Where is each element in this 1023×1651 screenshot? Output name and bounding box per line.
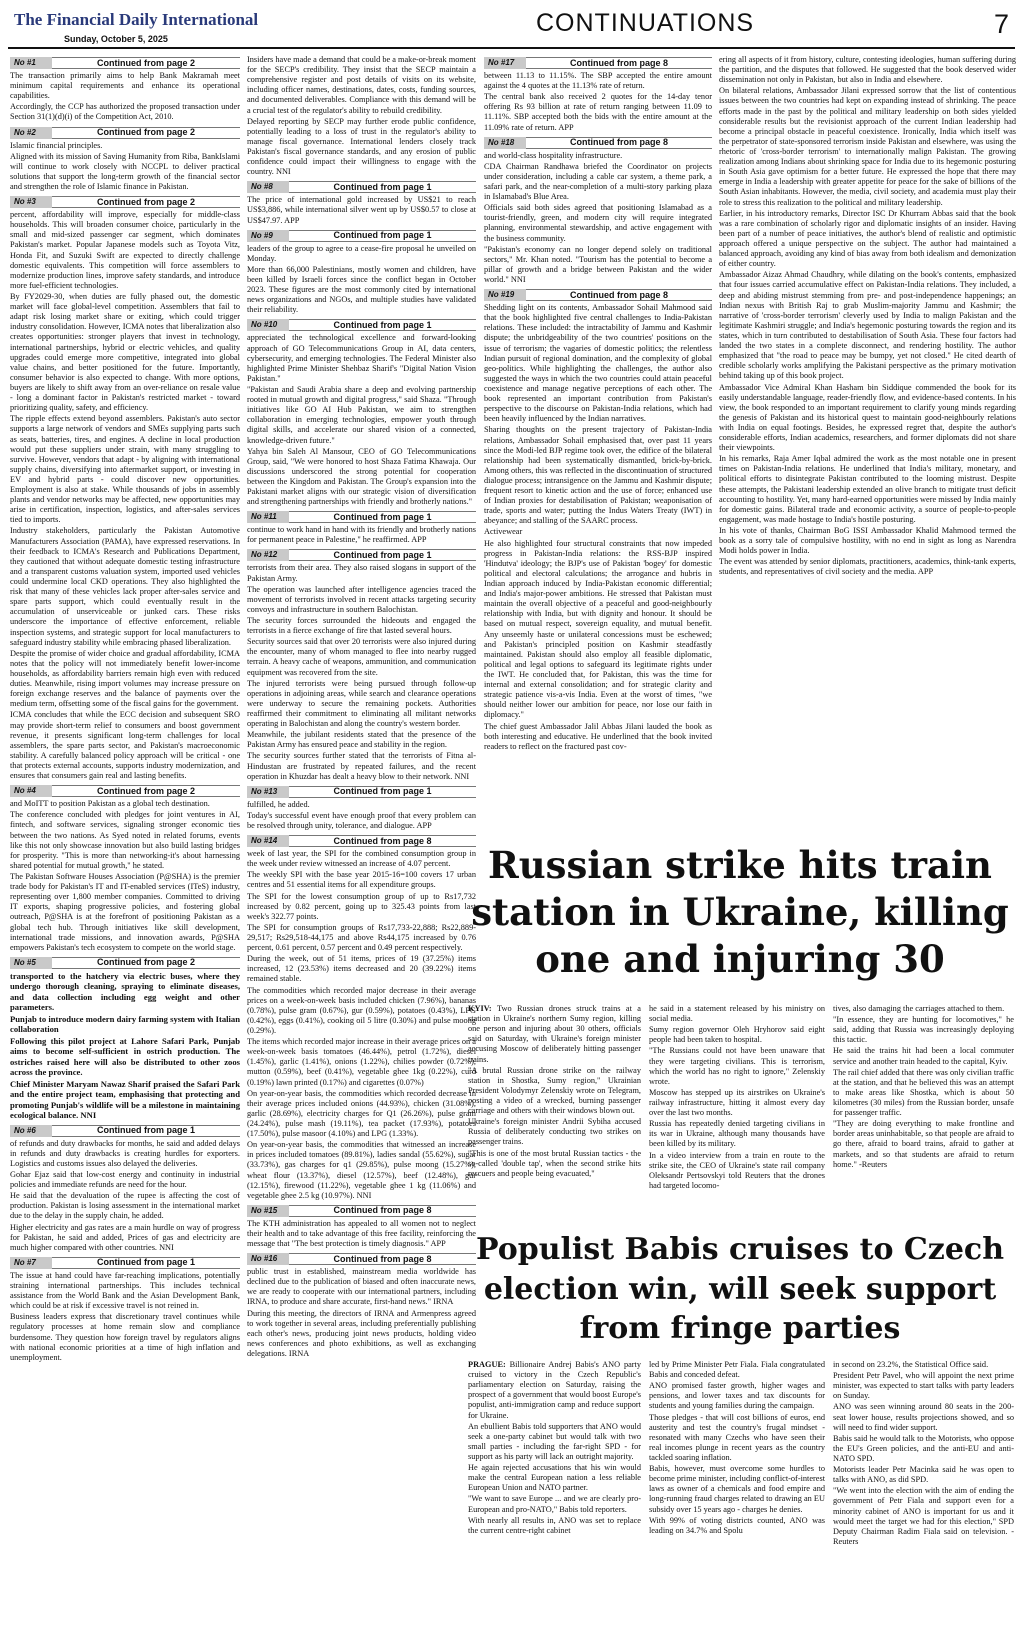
story-text: Babis said he would talk to the Motorists, who oppose the EU's Green policies, and the anti-EU and anti-NATO SPD. (833, 1433, 1014, 1463)
story-text: An ebullient Babis told supporters that ANO would seek a one-party cabinet but would talk with two small parties - including the far-right SPD - for support as his party will lack an outright majority. (468, 1421, 641, 1461)
paragraph: transported to the hatchery via electric buses, where they undergo thorough cleaning, spraying to eliminate diseases, and data collection including egg weight and other parameters. (10, 970, 240, 1013)
story-text: President Petr Pavel, who will appoint the next prime minister, was expected to start talks with party leaders on Sunday. (833, 1371, 1014, 1401)
paragraph: Shedding light on its contents, Ambassador Sohail Mahmood said that the book highlighted five central challenges to India-Pakistan relations. These included: the intractability of Jammu and Kashmir dispute; the unbridgeability of the two countries' positions on the issue of terrorism; the vagaries of domestic politics; the relentless Indian pursuit of regional domination, and the complexity of global geo-politics. While highlighting the challenges, the author also suggested the ways in which the two countries could attain peaceful coexistence and manage negative perceptions of each other. The book represented an important contribution from Pakistan's perspective to the discourse on Pakistan-India relations, which had been heavily influenced by the Indian narratives. (484, 303, 712, 424)
item-number: No #18 (484, 137, 526, 149)
paragraph: The price of international gold increased by US$21 to reach US$3,886, while international silver went up by US$0.57 to close at US$47.97. APP (247, 195, 476, 225)
paragraph: Activewear (484, 527, 523, 537)
story-text: Sumy region governor Oleh Hryhorov said eight people had been taken to hospital. (649, 1025, 825, 1045)
paragraph: On bilateral relations, Ambassador Jilani expressed sorrow that the list of contentious issues between the two countries had kept on expanding instead of shrinking. The peace efforts made in the past by the political and military leadership on both sides yielded considerable results but the revisionist approach of the current Indian leadership had become a principal obstacle in peaceful coexistence. Ironically, India which itself was the perpetrator of state-sponsored terrorism inside Pakistan and elsewhere, was using the rhetoric of 'cross-border terrorism' to internationally malign Pakistan. The growing realization among Indians about shrinking space for India due to its hegemonic posturing in South Asia gave optimism for a better future. He expressed the hope that there may emerge in India a leadership with greater appetite for peace for the sake of billions of the South Asian inhabitants. However, the media, civil society, and academia must play their role to stress this realization to the political and military leadership. (719, 86, 1016, 207)
story-paragraph (649, 1464, 825, 1515)
continuation-item (247, 319, 476, 507)
paragraph: He said that the devaluation of the rupee is affecting the cost of production. Pakistan is losing assessment in the international market due to the delay in the supply chain, he added. (10, 1191, 240, 1221)
story-paragraph (649, 1025, 825, 1045)
story-text: "They are doing everything to make frontline and border areas uninhabitable, so that people are afraid to go there, afraid to board trains, afraid to gather at markets, and so that students are afraid to return home." -Reuters (833, 1119, 1014, 1169)
continuation-item (247, 230, 476, 316)
continuation-column-3 (484, 55, 712, 835)
paragraph: and world-class hospitality infrastructure. (484, 150, 623, 160)
continuation-item (247, 786, 476, 831)
continued-from-label: Continued from page 8 (569, 57, 668, 68)
story-text: The rail chief added that there was only civilian traffic at the station, and that he believed this was an attempt to make areas like Shostka, which is about 50 kilometres (30 miles) from the Russian border, unsafe for passenger traffic. (833, 1067, 1014, 1118)
continuation-tag (10, 785, 240, 797)
continuation-tag (247, 511, 476, 523)
paragraph: During this meeting, the directors of IRNA and Armenpress agreed to work together in several areas, including preferentially publishing each other's news, producing joint news products, holding video news conferences and photo exhibitions, as well as exchanging delegations. IRNA (247, 1308, 476, 1359)
continuation-tag (10, 957, 240, 969)
continued-from-label: Continued from page 1 (96, 1257, 195, 1268)
continuation-column-1 (10, 55, 240, 1645)
story-paragraph (468, 1463, 641, 1493)
story-text: Motorists leader Petr Macinka said he was open to talks with ANO, as did SPD. (833, 1465, 1014, 1485)
story1-column-3 (833, 1004, 1014, 1222)
item-number: No #2 (10, 127, 52, 139)
paragraph: He also highlighted four structural constraints that now impeded progress in Pakistan-India relations: the RSS-BJP inspired 'Hindutva' ideology; the BJP's use of Pakistan 'bogey' for domestic political and electoral calculations; the arrogance and hubris in Indian approach induced by India-Pakistan economic differential; and India's major-power ambitions. He stressed that Pakistan must maintain the overall objective of a peaceful and good-neighbourly relationship with India, but with dignity and honour. It should be based on mutual respect, sovereign equality, and mutual benefit. Any unseemly haste or unilateral concessions must be eschewed; and Pakistan's principled position on Kashmir steadfastly maintained. Pakistan should also employ all feasible diplomatic, political and legal options to safeguard its legitimate rights under the IWT. He concluded that, for Pakistan, this was the time for internal and external consolidation; and for strategic clarity and strategic patience vis-a-vis India. Even at the worst of times, "we should neither lower our ambition for peace, nor lose our faith in diplomacy." (484, 538, 712, 720)
page-number: 7 (993, 9, 1009, 39)
story-text: With 99% of voting districts counted, ANO was leading on 34.7% and Spolu (649, 1515, 825, 1535)
paragraph: Accordingly, the CCP has authorized the proposed transaction under Section 31(1)(d)(i) of the Competition Act, 2010. (10, 102, 240, 122)
story-paragraph (468, 1066, 641, 1117)
continuation-item (484, 137, 712, 285)
story-paragraph (649, 1516, 825, 1536)
story-text: Moscow has stepped up its airstrikes on Ukraine's railway infrastructure, hitting it almost every day over the last two months. (649, 1087, 825, 1118)
continuation-tag (484, 137, 712, 149)
paragraph: The central bank also received 2 quotes for the 14-day tenor offering Rs 93 billion at rate of return ranging between 11.09 to 11.11%. SBP accepted both the bids with the entire amount at the 11.09% rate of return. APP (484, 92, 712, 132)
paragraph: By FY2029-30, when duties are fully phased out, the domestic market will face global-level competition. Assemblers that fail to adapt risk losing market share or exiting, which could trigger industry consolidation. However, ICMA notes that liberalization also creates opportunities: stronger players that invest in technology, international partnerships, hybrid or electric vehicles, and quality upgrades could emerge more competitive, integrated into global value chains, and better positioned for the future. Importantly, consumer behavior is also expected to change. With more options, buyers are likely to shift away from an over-reliance on resale value - long a dominant factor in Pakistan's restricted market - toward prioritizing quality, safety, and efficiency. (10, 291, 240, 413)
paragraph: The transaction primarily aims to help Bank Makramah meet minimum capital requirements and enhance its operational capabilities. (10, 71, 240, 101)
paragraph: Insiders have made a demand that could be a make-or-break moment for the SECP's credibility. They insist that the SECP maintain a comprehensive register and post details of visits on its website, including officer names, destinations, dates, costs, funding sources, and documented deliverables. Compliance with this demand will be a crucial test of the regulator's ability to rebuild credibility. (247, 55, 476, 115)
paragraph: ering all aspects of it from history, culture, contesting ideologies, human suffering during the partition, and the disputes that followed. He suggested that the book deserved wider dissemination not only in Pakistan, but also in India and elsewhere. (719, 55, 1016, 85)
story-paragraph (833, 1004, 1014, 1014)
continued-from-label: Continued from page 8 (569, 289, 668, 300)
story-text: He again rejected accusations that his win would make the central European nation a less reliable European Union and NATO partner. (468, 1463, 641, 1493)
paragraph: Security sources said that over 20 terrorists were also injured during the encounter, many of whom managed to flee into nearby rugged terrain. A heavy cache of weapons, ammunition, and communication equipment was recovered from the site. (247, 637, 476, 677)
continuation-item (10, 127, 240, 193)
masthead-rule (8, 47, 1015, 49)
item-number: No #9 (247, 230, 289, 242)
paragraph: appreciated the technological excellence and forward-looking approach of GO Telecommunications Group in AI, data centers, cybersecurity, and emerging technologies. The Federal Minister also highlighted Prime Minister Shehbaz Sharif's "Digital Nation Vision Pakistan." (247, 333, 476, 383)
paragraph: The commodities which recorded major decrease in their average prices on a week-on-week basis included chicken (7.96%), bananas (0.78%), pulse gram (0.67%), gur (0.59%), potatoes (0.43%), LPG (0.42%), eggs (0.41%), cooking oil 5 litre (0.30%) and pulse moong (0.29%). (247, 985, 476, 1035)
continued-from-label: Continued from page 8 (333, 1205, 432, 1216)
paragraph: The items which recorded major increase in their average prices on a week-on-week basis tomatoes (46.44%), petrol (1.72%), diesel (1.45%), garlic (1.41%), onions (1.22%), chilies powder (0.72%), mutton (0.59%), beef (0.41%), vegetable ghee 1kg (0.22%), curd (0.19%) lawn printed (0.17%) and cigarettes (0.07%) (247, 1037, 476, 1087)
item-number: No #13 (247, 786, 289, 798)
story1-column-2 (649, 1004, 825, 1222)
story-text: ANO was seen winning around 80 seats in the 200-seat lower house, results projections showed, and so will need to find wider support. (833, 1402, 1014, 1432)
item-number: No #11 (247, 511, 289, 523)
story2-column-3 (833, 1360, 1014, 1645)
paragraph: In his vote of thanks, Chairman BoG ISSI Ambassador Khalid Mahmood termed the book as a sorry tale of compulsive hostility, with no end in sight as long as Narendra Modi holds power in India. (719, 526, 1016, 556)
continuation-tag (10, 127, 240, 139)
continuation-item (10, 57, 240, 123)
continuation-item (10, 957, 240, 1121)
story-paragraph (468, 1422, 641, 1462)
paragraph: "Pakistan and Saudi Arabia share a deep and evolving partnership rooted in mutual growth and digital progress," said Shaza. "Through initiatives like GO AI Hub Pakistan, we aim to strengthen collaboration in emerging technologies, empower youth through digital skills, and accelerate our shared vision of a connected, knowledge-driven future." (247, 384, 476, 445)
paragraph: Industry stakeholders, particularly the Pakistan Automotive Manufacturers Association (PAMA), have expressed reservations. In their feedback to ICMA's Research and Publications Department, they cautioned that without adequate domestic testing infrastructure and a transparent customs valuation system, imported used vehicles could undermine local CKD operations. They also highlighted the risk that many of these vehicles lack proper after-sales service and spare parts support, which could eventually result in the accumulation of unserviceable or junked cars. These risks underscore the importance of effective enforcement, reliable inspection systems, and strategic support for local manufacturers to safeguard industry stability while embracing phased liberalization. (10, 526, 240, 647)
continuation-column-4 (719, 55, 1016, 835)
paragraph: Punjab to introduce modern dairy farming system with Italian collaboration (10, 1013, 240, 1035)
paragraph: Islamic financial principles. (10, 140, 103, 150)
item-number: No #15 (247, 1205, 289, 1217)
paragraph: More than 66,000 Palestinians, mostly women and children, have been killed by Israeli forces since the conflict began in October 2023. These figures are the most commonly cited by international news organizations and NGOs, and multiple studies have validated their reliability. (247, 264, 476, 315)
story-text: In a video interview from a train en route to the strike site, the CEO of Ukraine's state rail company Oleksandr Pertsovskyi told Reuters that the drones had targeted locomo- (649, 1150, 825, 1190)
story-paragraph (833, 1119, 1014, 1170)
continuation-item (247, 1253, 476, 1359)
continued-from-label: Continued from page 8 (333, 835, 432, 846)
continued-from-label: Continued from page 1 (333, 511, 432, 522)
story-paragraph (833, 1434, 1014, 1464)
story-text: led by Prime Minister Petr Fiala. Fiala congratulated Babis and conceded defeat. (649, 1360, 825, 1380)
paragraph: The SPI for consumption groups of Rs17,733-22,888; Rs22,889-29,517; Rs29,518-44,175 and above Rs44,175 increased by 0.76 percent, 0.61 percent, 0.57 percent and 0.49 percent respectively. (247, 922, 476, 953)
paragraph: Sharing thoughts on the present trajectory of Pakistan-India relations, Ambassador Sohail emphasised that, over past 11 years since the Modi-led BJP regime took over, the edifice of the bilateral relationship had been systematically dismantled, brick-by-brick. Among others, this was reflected in the discontinuation of structured dialogue process; intransigence on the Jammu and Kashmir dispute; frequent resort to kinetic action and the use of force; enhanced use of Indian proxies for destabilisation of Pakistan; weaponisation of trade, sports and water; putting the Indus Waters Treaty (IWT) in abeyance; and stalling of the SAARC process. (484, 425, 712, 526)
story-paragraph (468, 1494, 641, 1514)
section-title: CONTINUATIONS (536, 9, 755, 37)
story-text: "The Russians could not have been unaware that they were targeting civilians. This is terrorism, which the world has no right to ignore," Zelenskiy wrote. (649, 1046, 825, 1086)
continued-from-label: Continued from page 2 (96, 57, 195, 68)
continuation-tag (247, 1205, 476, 1217)
paragraph: "Pakistan's economy can no longer depend solely on traditional sectors," Mr. Khan noted. "Tourism has the potential to become a pillar of growth and a bridge between Pakistan and the wider world." NNI (484, 244, 712, 284)
paragraph: The issue at hand could have far-reaching implications, potentially straining international partnerships. This includes technical assistance from the World Bank and the Asian Development Bank, which could be at risk if excessive travel is not reined in. (10, 1270, 240, 1311)
continuation-tag (484, 57, 712, 69)
issue-date: Sunday, October 5, 2025 (64, 34, 168, 44)
story-text: Those pledges - that will cost billions of euros, end austerity and test the country's frugal mindset - resonated with many Czechs who have seen their real incomes plunge in recent years as the country tackled soaring inflation. (649, 1412, 825, 1462)
paragraph: The Pakistan Software Houses Association (P@SHA) is the premier trade body for Pakistan's IT and IT-enabled services (ITeS) industry, representing over 1,800 member companies. Committed to driving IT exports, shaping progressive policies, and fostering global outreach, P@SHA is at the forefront of positioning Pakistan as a global tech hub. Through initiatives like skill development, international trade missions, and innovation awards, P@SHA empowers Pakistan's tech ecosystem to compete on the world stage. (10, 871, 240, 952)
story2-column-2 (649, 1360, 825, 1645)
paragraph: Earlier, in his introductory remarks, Director ISC Dr Khurram Abbas said that the book was a rare combination of scholarly rigor and diplomatic insights of an insider. Having been part of a number of peace initiatives, the author's blend of realistic and optimistic approach offered a unique perspective on the subject. The author had maintained a balanced approach, avoiding any kind of bias away from both idealism and demonization of either country. (719, 208, 1016, 269)
story2-headline: Populist Babis cruises to Czech election win, will seek support from fringe parties (475, 1232, 1005, 1347)
paragraph: The chief guest Ambassador Jalil Abbas Jilani lauded the book as both interesting and educative. He underlined that the book invited readers to reflect on the fractured past cov- (484, 721, 712, 751)
continuation-item (247, 511, 476, 545)
story1-headline: Russian strike hits train station in Ukraine, killing one and injuring 30 (471, 843, 1009, 981)
story-text: "We want to save Europe ... and we are clearly pro-European and pro-NATO," Babis told reporters. (468, 1494, 641, 1514)
continuation-tag (247, 786, 476, 798)
continued-from-label: Continued from page 1 (333, 786, 432, 797)
paragraph: The security forces surrounded the hideouts and engaged the terrorists in a fierce exchange of fire that lasted several hours. (247, 616, 476, 636)
item-number: No #19 (484, 289, 526, 301)
item-number: No #6 (10, 1125, 52, 1137)
continuation-tag (247, 835, 476, 847)
story-text: "A brutal Russian drone strike on the railway station in Shostka, Sumy region," Ukrainian President Volodymyr Zelenskiy wrote on Telegram, posting a video of a wrecked, burning passenger carriage and others with their windows blown out. (468, 1065, 641, 1116)
story-paragraph (649, 1046, 825, 1086)
paragraph: continue to work hand in hand with its friendly and brotherly nations for permanent peace in Palestine," he reaffirmed. APP (247, 525, 476, 545)
continuation-tag (247, 230, 476, 242)
continuation-tag (247, 1253, 476, 1265)
continued-from-label: Continued from page 8 (333, 1253, 432, 1264)
continuation-item (247, 55, 476, 177)
story-text: "This is one of the most brutal Russian tactics - the so-called 'double tap', when the second strike hits rescuers and people being evacuated," (468, 1148, 641, 1178)
paragraph: On year-on-year basis, the commodities that witnessed an increase in prices included tomatoes (89.81%), ladies sandal (55.62%), sugar (33.73%), gas charges for q1 (29.85%), pulse moong (15.27%), wheat flour (13.37%), diesel (12.57%), beef (12.48%), gur (12.15%), firewood (11.22%), vegetable ghee 1 kg (11.06%) and vegetable ghee 2.5 kg (10.97%). NNI (247, 1140, 476, 1200)
story-text: Billionaire Andrej Babis's ANO party cruised to victory in the Czech Republic's parliamentary election on Saturday, raising the prospect of a government that would boost Europe's populist, anti-immigration camp and reduce support for Ukraine. (468, 1360, 641, 1420)
story2-column-1 (468, 1360, 641, 1645)
item-number: No #7 (10, 1257, 52, 1269)
paragraph: Yahya bin Saleh Al Mansour, CEO of GO Telecommunications Group, said, "We were honored to host Shaza Fatima Khawaja. Our discussions underscored the strong potential for cooperation between the Kingdom and Pakistan. The Group's expansion into the Pakistani market aligns with our strategic vision of diversification and strengthening partnerships with friendly and brotherly nations." (247, 446, 476, 507)
story-text: With nearly all results in, ANO was set to replace the current centre-right cabinet (468, 1515, 641, 1535)
continuation-item (247, 1205, 476, 1249)
story-paragraph (833, 1068, 1014, 1119)
paragraph: Despite the promise of wider choice and gradual affordability, ICMA notes that the policy will not immediately benefit lower-income households, as affordability barriers remain high even with reduced duties. Meanwhile, rising import volumes may increase pressure on foreign exchange reserves and the balance of payments over the medium term, offsetting some of the fiscal gains for the government. (10, 648, 240, 709)
paragraph: The conference concluded with pledges for joint ventures in AI, fintech, and software services, signaling stronger economic ties between the two nations. As Syed noted in related forums, events like this not only showcase innovation but also build lasting bridges for prosperity. "This is more than networking-it's about harnessing shared potential for mutual growth," he stated. (10, 810, 240, 870)
paragraph: The KTH administration has appealed to all women not to neglect their health and to take advantage of this free facility, reinforcing the message that "The best protection is timely diagnosis." APP (247, 1218, 476, 1249)
story-text: Two Russian drones struck trains at a station in Ukraine's northern Sumy region, killing one person and injuring about 30 others, officials said on Saturday, with Ukraine's foreign minister accusing Moscow of deliberately hitting passenger trains. (468, 1004, 641, 1064)
story-paragraph (649, 1413, 825, 1464)
story-paragraph (833, 1371, 1014, 1401)
story-paragraph (833, 1360, 1014, 1370)
paragraph: During the week, out of 51 items, prices of 19 (37.25%) items increased, 12 (23.53%) items decreased and 20 (39.22%) items remained stable. (247, 954, 476, 984)
story-paragraph (833, 1486, 1014, 1547)
continuation-tag (10, 57, 240, 69)
paragraph: of refunds and duty drawbacks for months, he said and added delays in refunds and duty drawbacks is creating hurdles for exporters. Logistics and customs issues also delayed the deliveries. (10, 1138, 240, 1168)
story-paragraph (833, 1402, 1014, 1432)
paragraph: fulfilled, he added. (247, 799, 310, 809)
continued-from-label: Continued from page 2 (96, 785, 195, 796)
continued-from-label: Continued from page 1 (333, 181, 432, 192)
paragraph: leaders of the group to agree to a cease-fire proposal he unveiled on Monday. (247, 243, 476, 263)
continuation-item (10, 785, 240, 953)
paragraph: The event was attended by senior diplomats, practitioners, academics, think-tank experts, students, and representatives of civil society and the media. APP (719, 557, 1016, 577)
paragraph: Meanwhile, the jubilant residents stated that the presence of the Pakistan Army has ensured peace and stability in the region. (247, 730, 476, 750)
story-text: He said the trains hit had been a local commuter service and another train headed to the capital, Kyiv. (833, 1046, 1014, 1066)
paragraph: Delayed reporting by SECP may further erode public confidence, potentially leading to a loss of trust in the regulator's ability to manage fiscal governance. International lenders closely track Pakistan's fiscal governance standards, and any erosion of public confidence could impact their willingness to engage with the country. NNI (247, 116, 476, 177)
paragraph: week of last year, the SPI for the combined consumption group in the week under review witnessed an increase of 4.07 percent. (247, 849, 476, 869)
story-text: "We went into the election with the aim of ending the government of Petr Fiala and support even for a minority cabinet of ANO is important for us and it would meet the target we had for this election," SPD Deputy Chairman Radim Fiala said on television. -Reuters (833, 1486, 1014, 1546)
continued-from-label: Continued from page 1 (333, 319, 432, 330)
masthead (8, 4, 1015, 48)
story-paragraph (833, 1015, 1014, 1045)
paragraph: CDA Chairman Randhawa briefed the Coordinator on projects under consideration, including a cable car system, a theme park, a safari park, and the near-completion of a multi-story parking plaza in Islamabad's Blue Area. (484, 161, 712, 202)
continuation-tag (247, 181, 476, 193)
story-paragraph (468, 1149, 641, 1179)
paragraph: The weekly SPI with the base year 2015-16=100 covers 17 urban centres and 51 essential items for all expenditure groups. (247, 870, 476, 890)
continued-from-label: Continued from page 2 (96, 957, 195, 968)
continued-from-label: Continued from page 1 (96, 1125, 195, 1136)
story-paragraph (468, 1117, 641, 1147)
paragraph: Higher electricity and gas rates are a main hurdle on way of progress for Pakistan, he said and added, Prices of gas and electricity are much higher compared with other countries. NNI (10, 1222, 240, 1252)
story-text: Ukraine's foreign minister Andrii Sybiha accused Russia of deliberately conducting two strikes on passenger trains. (468, 1117, 641, 1147)
story-paragraph (649, 1004, 825, 1024)
continued-from-label: Continued from page 1 (333, 550, 432, 560)
story-text: he said in a statement released by his ministry on social media. (649, 1004, 825, 1024)
continued-from-label: Continued from page 1 (333, 230, 432, 241)
continuation-item (484, 289, 712, 752)
continuation-tag (484, 289, 712, 301)
item-number: No #16 (247, 1253, 289, 1265)
story-paragraph (649, 1381, 825, 1411)
paragraph: ICMA concludes that while the ECC decision and subsequent SRO may provide short-term relief to consumers and boost government revenue, it presents significant long-term challenges for local assemblers, the spare parts sector, and Pakistan's macroeconomic stability. A carefully balanced policy approach will be critical - one that protects external accounts, supports industry modernization, and ensures that consumers gain real and lasting benefits. (10, 710, 240, 781)
story-paragraph (833, 1465, 1014, 1485)
paragraph: Aligned with its mission of Saving Humanity from Riba, BankIslami will continue to work closely with NCCPL to deliver practical solutions that support the long-term growth of the financial sector and strengthen the role of Islamic finance in Pakistan. (10, 151, 240, 191)
continuation-item (10, 1125, 240, 1253)
item-number: No #4 (10, 785, 52, 797)
continuation-item (484, 57, 712, 133)
continuation-item (247, 835, 476, 1201)
story-paragraph (649, 1119, 825, 1149)
paragraph: Following this pilot project at Lahore Safari Park, Punjab aims to become self-sufficient in ostrich production. The ostriches raised here will also be distributed to other zoos across the province. (10, 1035, 240, 1078)
item-number: No #17 (484, 57, 526, 69)
story-paragraph (649, 1088, 825, 1118)
story-text: Russia has repeatedly denied targeting civilians in its war in Ukraine, although many thousands have been killed by its military. (649, 1119, 825, 1149)
continuation-tag (247, 319, 476, 331)
item-number: No #3 (10, 196, 52, 208)
continuation-tag (10, 1257, 240, 1269)
story-paragraph (468, 1004, 641, 1065)
continuation-tag (10, 196, 240, 208)
story-paragraph (468, 1516, 641, 1536)
dateline: KYIV: (468, 1004, 492, 1013)
story-text: Babis, however, must overcome some hurdles to become prime minister, including conflict-of-interest laws as owner of a chemicals and food empire and long-running fraud charges related to drawing an EU subsidy over 15 years ago - charges he denies. (649, 1464, 825, 1514)
paragraph: The security sources further stated that the terrorists of Fitna al-Hindustan are frustrated by repeated failures, and the recent operation in Khuzdar has dealt a heavy blow to their network. NNI (247, 751, 476, 781)
paragraph: and MoITT to position Pakistan as a global tech destination. (10, 799, 210, 809)
paragraph: The ripple effects extend beyond assemblers. Pakistan's auto sector supports a large network of vendors and SMEs supplying parts such as seats, batteries, tires, and engines. A decline in local production would put these suppliers under strain, with many struggling to survive. However, vendors that adapt - by aligning with international supply chains, diversifying into aftermarket support, or investing in EV and hybrid parts - could discover new opportunities. Employment is also at stake. While thousands of jobs in assembly plants and vendor networks may be affected, new opportunities may arise in certification, inspection, logistics, and after-sales services tied to imports. (10, 414, 240, 525)
paragraph: In his remarks, Raja Amer Iqbal admired the work as the most notable one in present times on Pakistan-India relations. He underlined that India's military, monetary, and political efforts to disintegrate Pakistan contributed to the looming mistrust. Despite these attempts, the Pakistani leadership extended an olive branch to mitigate trust deficit accounting to hostility. Yet, many hard-earned opportunities were missed by India mainly for domestic gains. Bilateral trade and economic activity, a source of people-to-people engagement, was made hostage to India's hostile posturing. (719, 454, 1016, 524)
story-text: "In essence, they are hunting for locomotives," he said, adding that Russia was increasingly deploying this tactic. (833, 1015, 1014, 1045)
paragraph: public trust in established, mainstream media worldwide has declined due to the publication of biased and often inaccurate news, we are ready to cooperate with our international partners, including IRNA, to produce and share accurate, first-hand news." IRNA (247, 1267, 476, 1307)
paragraph: Ambassador Vice Admiral Khan Hasham bin Siddique commended the book for its easily understandable language, reader-friendly flow, and evidence-based contents. In his view, the book responded to an important requirement to clarify young minds regarding the genesis of Pakistan and its historical quest to maintain good-neighbourly relations with India on equal footings. Besides, he expressed regret that, despite the author's considerable efforts, Indian academics, researchers, and former diplomats did not share their viewpoints. (719, 382, 1016, 453)
item-number: No #10 (247, 319, 289, 331)
paragraph: between 11.13 to 11.15%. The SBP accepted the entire amount against the 4 quotes at the 11.13% rate of return. (484, 71, 712, 91)
paragraph: terrorists from their area. They also raised slogans in support of the Pakistan Army. (247, 563, 476, 583)
dateline: PRAGUE: (468, 1360, 506, 1369)
continued-from-label: Continued from page 2 (96, 196, 195, 207)
paragraph: Today's successful event have enough proof that every problem can be resolved through unity, tolerance, and dialogue. APP (247, 810, 476, 830)
paragraph: On year-on-year basis, the commodities which recorded decrease in their average prices included onions (44.93%), chicken (31.08%), garlic (28.69%), electricity charges for Q1 (26.26%), pulse gram (24.24%), pulse mash (19.11%), tea packet (17.93%), potatoes (17.50%), pulse masoor (4.10%) and LPG (1.33%). (247, 1088, 476, 1139)
continued-from-label: Continued from page 2 (96, 127, 195, 138)
item-number: No #12 (247, 549, 289, 561)
story-paragraph (468, 1360, 641, 1421)
item-number: No #1 (10, 57, 52, 69)
paragraph: Officials said both sides agreed that positioning Islamabad as a tourist-friendly, green, and modern city will require integrated planning, environmental stewardship, and active engagement with the business community. (484, 203, 712, 243)
item-number: No #8 (247, 181, 289, 193)
paragraph: The operation was launched after intelligence agencies traced the movement of terrorists involved in recent attacks targeting security convoys and infrastructure in southern Balochistan. (247, 584, 476, 614)
newspaper-title: The Financial Daily International (14, 10, 259, 29)
paragraph: The injured terrorists were being pursued through follow-up operations in adjoining areas, while search and clearance operations were underway to secure the remaining pockets. Authorities reaffirmed their commitment to eliminating all militant networks operating in Balochistan and along the country's western border. (247, 678, 476, 729)
continuation-tag (10, 1125, 240, 1137)
paragraph: Ambassador Aizaz Ahmad Chaudhry, while dilating on the book's contents, emphasized that four issues carried accumulative effect on Pakistan-India relations. They included, a deep and abiding mistrust stemming from pre- and post-independence happenings; an Indian nexus with British Raj to grab Muslim-majority Jammu and Kashmir; the narrative of 'cross-border terrorism' cleverly used by India to malign Pakistan and the legitimate Kashmiri struggle; and India's hegemonic posturing towards the region and its states, which in turn contributed to destabilisation of South Asia. These four factors had landed the two states in a complete disconnect, and rendering hostility. The author emphasized that "the road to peace may be bumpy, yet not closed." He cited dearth of credible scholarly works amplifying the Pakistani perspective as the primary motivation behind taking up of this book project. (719, 270, 1016, 381)
item-number: No #5 (10, 957, 52, 969)
paragraph: Chief Minister Maryam Nawaz Sharif praised the Safari Park and the entire project team, emphasising that protecting and promoting Punjab's wildlife will be a milestone in maintaining ecological balance. NNI (10, 1078, 240, 1121)
story-text: in second on 23.2%, the Statistical Office said. (833, 1360, 989, 1369)
story1-column-1 (468, 1004, 641, 1222)
story-paragraph (833, 1046, 1014, 1066)
continuation-item (247, 181, 476, 225)
continuation-item (719, 55, 1016, 578)
story-paragraph (649, 1360, 825, 1380)
story-paragraph (649, 1151, 825, 1191)
story-text: tives, also damaging the carriages attached to them. (833, 1004, 1005, 1013)
continued-from-label: Continued from page 8 (569, 137, 668, 148)
paragraph: Gohar Ejaz said that low-cost energy and continuity in industrial policies and immediate refunds are need for the hour. (10, 1169, 240, 1190)
paragraph: percent, affordability will improve, especially for middle-class households. This will broaden consumer choice, particularly in the small and mid-sized passenger car segment, which dominates Pakistan's market. Popular Japanese models such as Toyota Vitz, Honda Fit, and Suzuki Swift are expected to directly challenge domestic equivalents. This competition will force assemblers to modernize production lines, improve safety standards, and introduce more fuel-efficient technologies. (10, 210, 240, 290)
item-number: No #14 (247, 835, 289, 847)
continuation-tag (247, 549, 476, 561)
continuation-item (247, 549, 476, 781)
paragraph: Business leaders express that discretionary travel continues while regulatory processes at home remain slow and compliance burdensome. They question how foreign travel by regulators aligns with national economic priorities at a time of high inflation and unemployment. (10, 1312, 240, 1362)
continuation-item (10, 196, 240, 781)
continuation-column-2 (247, 55, 476, 1645)
story-text: ANO promised faster growth, higher wages and pensions, and lower taxes and tax discounts for students and young families during the campaign. (649, 1381, 825, 1411)
continuation-item (10, 1257, 240, 1363)
paragraph: The SPI for the lowest consumption group of up to Rs17,732 increased by 0.82 percent, going up to 325.43 points from last week's 322.77 points. (247, 891, 476, 921)
